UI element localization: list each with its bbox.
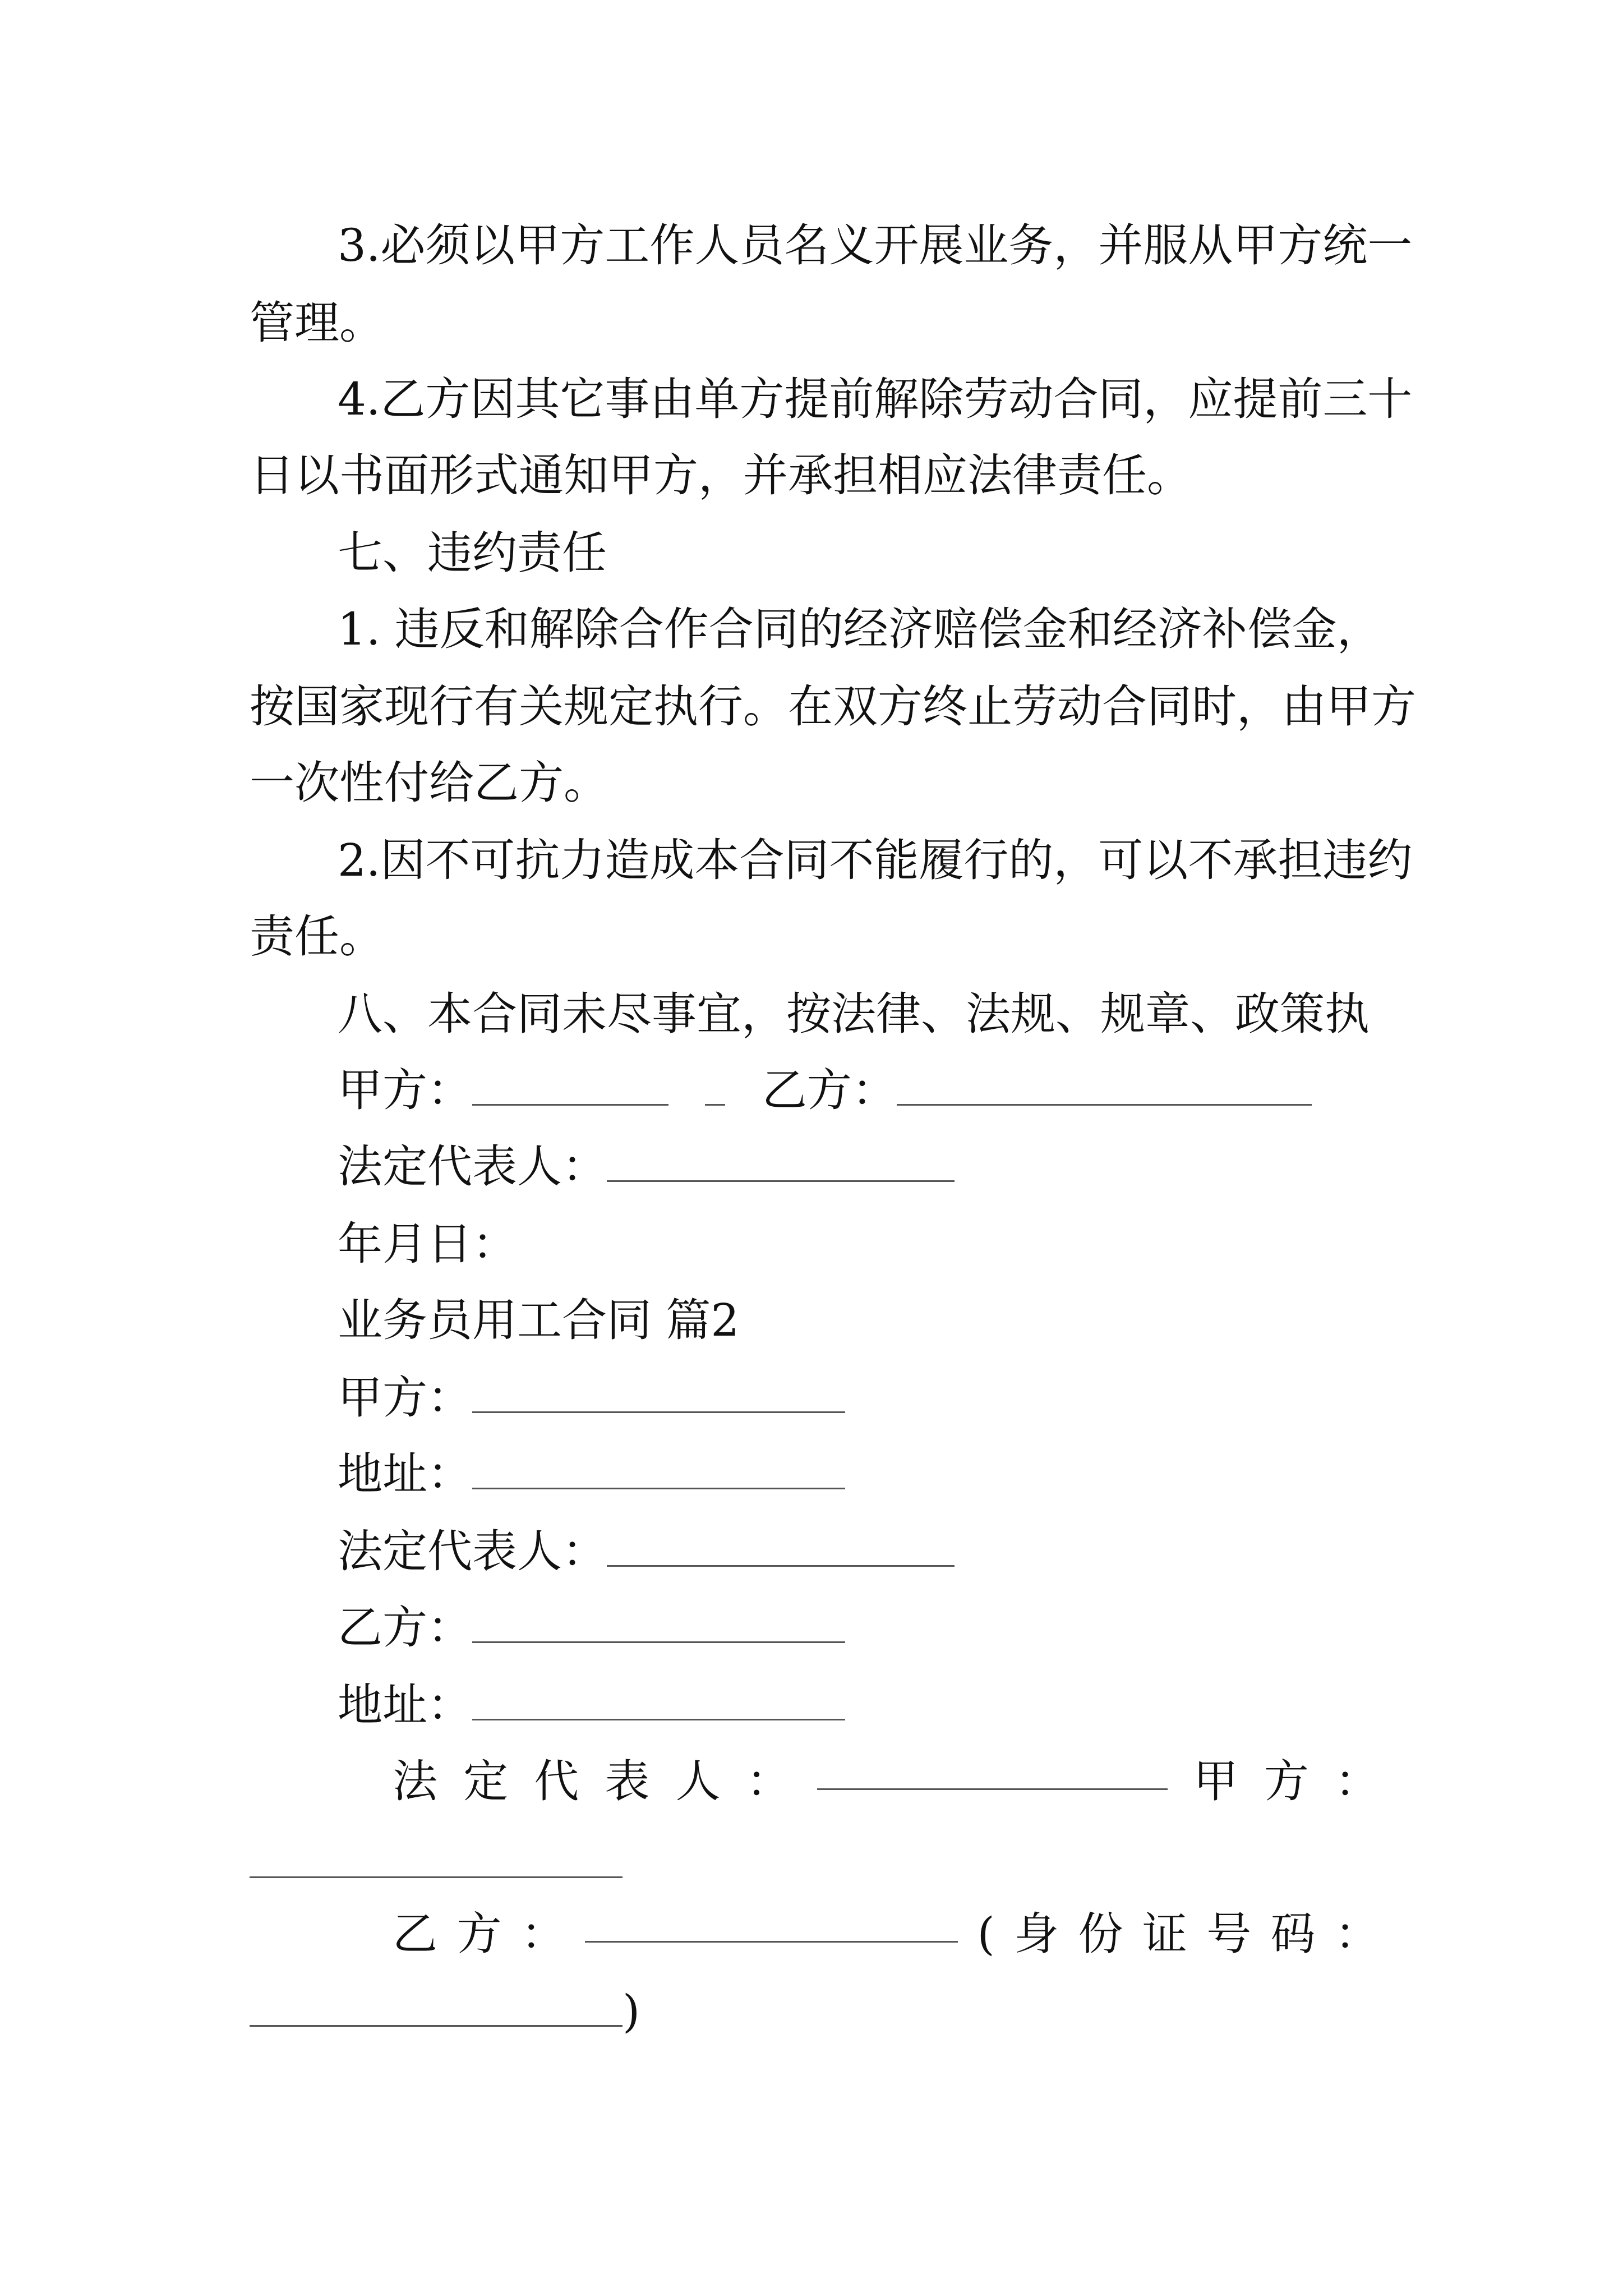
spread1-char: 方: [1264, 1755, 1309, 1807]
spread2-char: ：: [520, 1908, 566, 1960]
spread2-blank: [585, 1896, 958, 1943]
signature-party-row: [338, 1052, 1312, 1129]
section7-heading: 七、违约责任: [338, 527, 607, 579]
contract2-address-b-blank: [472, 1674, 845, 1720]
short-blank: [705, 1059, 725, 1106]
spread2-char: 证: [1142, 1908, 1187, 1960]
contract2-party-b-row: [338, 1590, 845, 1666]
spread1-char: ：: [746, 1755, 791, 1807]
contract2-title: 业务员用工合同 篇2: [338, 1294, 740, 1346]
spread2-char: 身: [1014, 1908, 1059, 1960]
party-a-label: 甲方：: [338, 1064, 472, 1116]
date-row: 年月日：: [338, 1218, 517, 1270]
contract2-legal-rep-label: 法定代表人：: [338, 1525, 607, 1577]
id-number-blank: [250, 1980, 623, 2027]
spread2-char: 乙: [393, 1908, 437, 1960]
spread2-char: (: [977, 1908, 995, 1960]
section7-item1-line1: 1. 违反和解除合作合同的经济赔偿金和经济补偿金，: [338, 603, 1382, 655]
party-b-id-spread-line: [393, 1896, 1380, 1972]
section7-item1-line3: 一次性付给乙方。: [250, 757, 608, 809]
spread1-blank: [817, 1743, 1168, 1790]
item4-line2: 日以书面形式通知甲方，并承担相应法律责任。: [250, 449, 1192, 501]
contract2-party-b-label: 乙方：: [338, 1602, 472, 1654]
spread2-char: 份: [1078, 1908, 1123, 1960]
contract2-address-a-label: 地址：: [338, 1448, 472, 1500]
contract2-party-b-blank: [472, 1596, 845, 1643]
spread2-char: 码: [1270, 1908, 1316, 1960]
contract2-legal-rep-row: [338, 1513, 955, 1590]
party-a-blank: [472, 1059, 668, 1106]
spread1-char: ：: [1334, 1755, 1380, 1807]
spread1-char: 法: [393, 1755, 437, 1807]
section8-text: 八、本合同未尽事宜，按法律、法规、规章、政策执: [338, 988, 1370, 1040]
section7-item2-line1: 2.因不可抗力造成本合同不能履行的，可以不承担违约: [338, 834, 1413, 886]
item3-line2: 管理。: [250, 297, 384, 349]
id-number-row: [250, 1973, 640, 2050]
contract2-address-b-row: [338, 1667, 845, 1743]
legal-rep-row: [338, 1129, 955, 1205]
contract2-party-a-label: 甲方：: [338, 1372, 472, 1424]
party-b-blank: [897, 1059, 1312, 1106]
spread1-char: 甲: [1193, 1755, 1238, 1807]
party-a-continuation-blank: [250, 1876, 623, 1878]
contract2-address-a-blank: [472, 1443, 845, 1489]
spread1-char: 表: [605, 1755, 650, 1807]
contract2-address-a-row: [338, 1436, 845, 1512]
party-b-label: 乙方：: [762, 1064, 897, 1116]
spread1-char: 代: [534, 1755, 579, 1807]
contract2-legal-rep-blank: [607, 1520, 955, 1567]
item3-line1: 3.必须以甲方工作人员名义开展业务，并服从甲方统一: [338, 219, 1413, 272]
spread2-char: ：: [1334, 1908, 1380, 1960]
spread2-char: 号: [1206, 1908, 1252, 1960]
spread1-char: 人: [675, 1755, 721, 1807]
contract2-party-a-row: [338, 1360, 845, 1436]
spread2-char: 方: [457, 1908, 502, 1960]
contract2-address-b-label: 地址：: [338, 1679, 472, 1731]
legal-rep-party-a-spread-line: [393, 1743, 1380, 1820]
legal-rep-label: 法定代表人：: [338, 1140, 607, 1193]
section7-item1-line2: 按国家现行有关规定执行。在双方终止劳动合同时，由甲方: [250, 680, 1416, 733]
spread1-char: 定: [463, 1755, 509, 1807]
item4-line1: 4.乙方因其它事由单方提前解除劳动合同，应提前三十: [338, 373, 1413, 425]
contract2-party-a-blank: [472, 1366, 845, 1413]
closing-paren: ): [623, 1985, 640, 2037]
section7-item2-line2: 责任。: [250, 910, 384, 963]
legal-rep-blank: [607, 1135, 955, 1182]
